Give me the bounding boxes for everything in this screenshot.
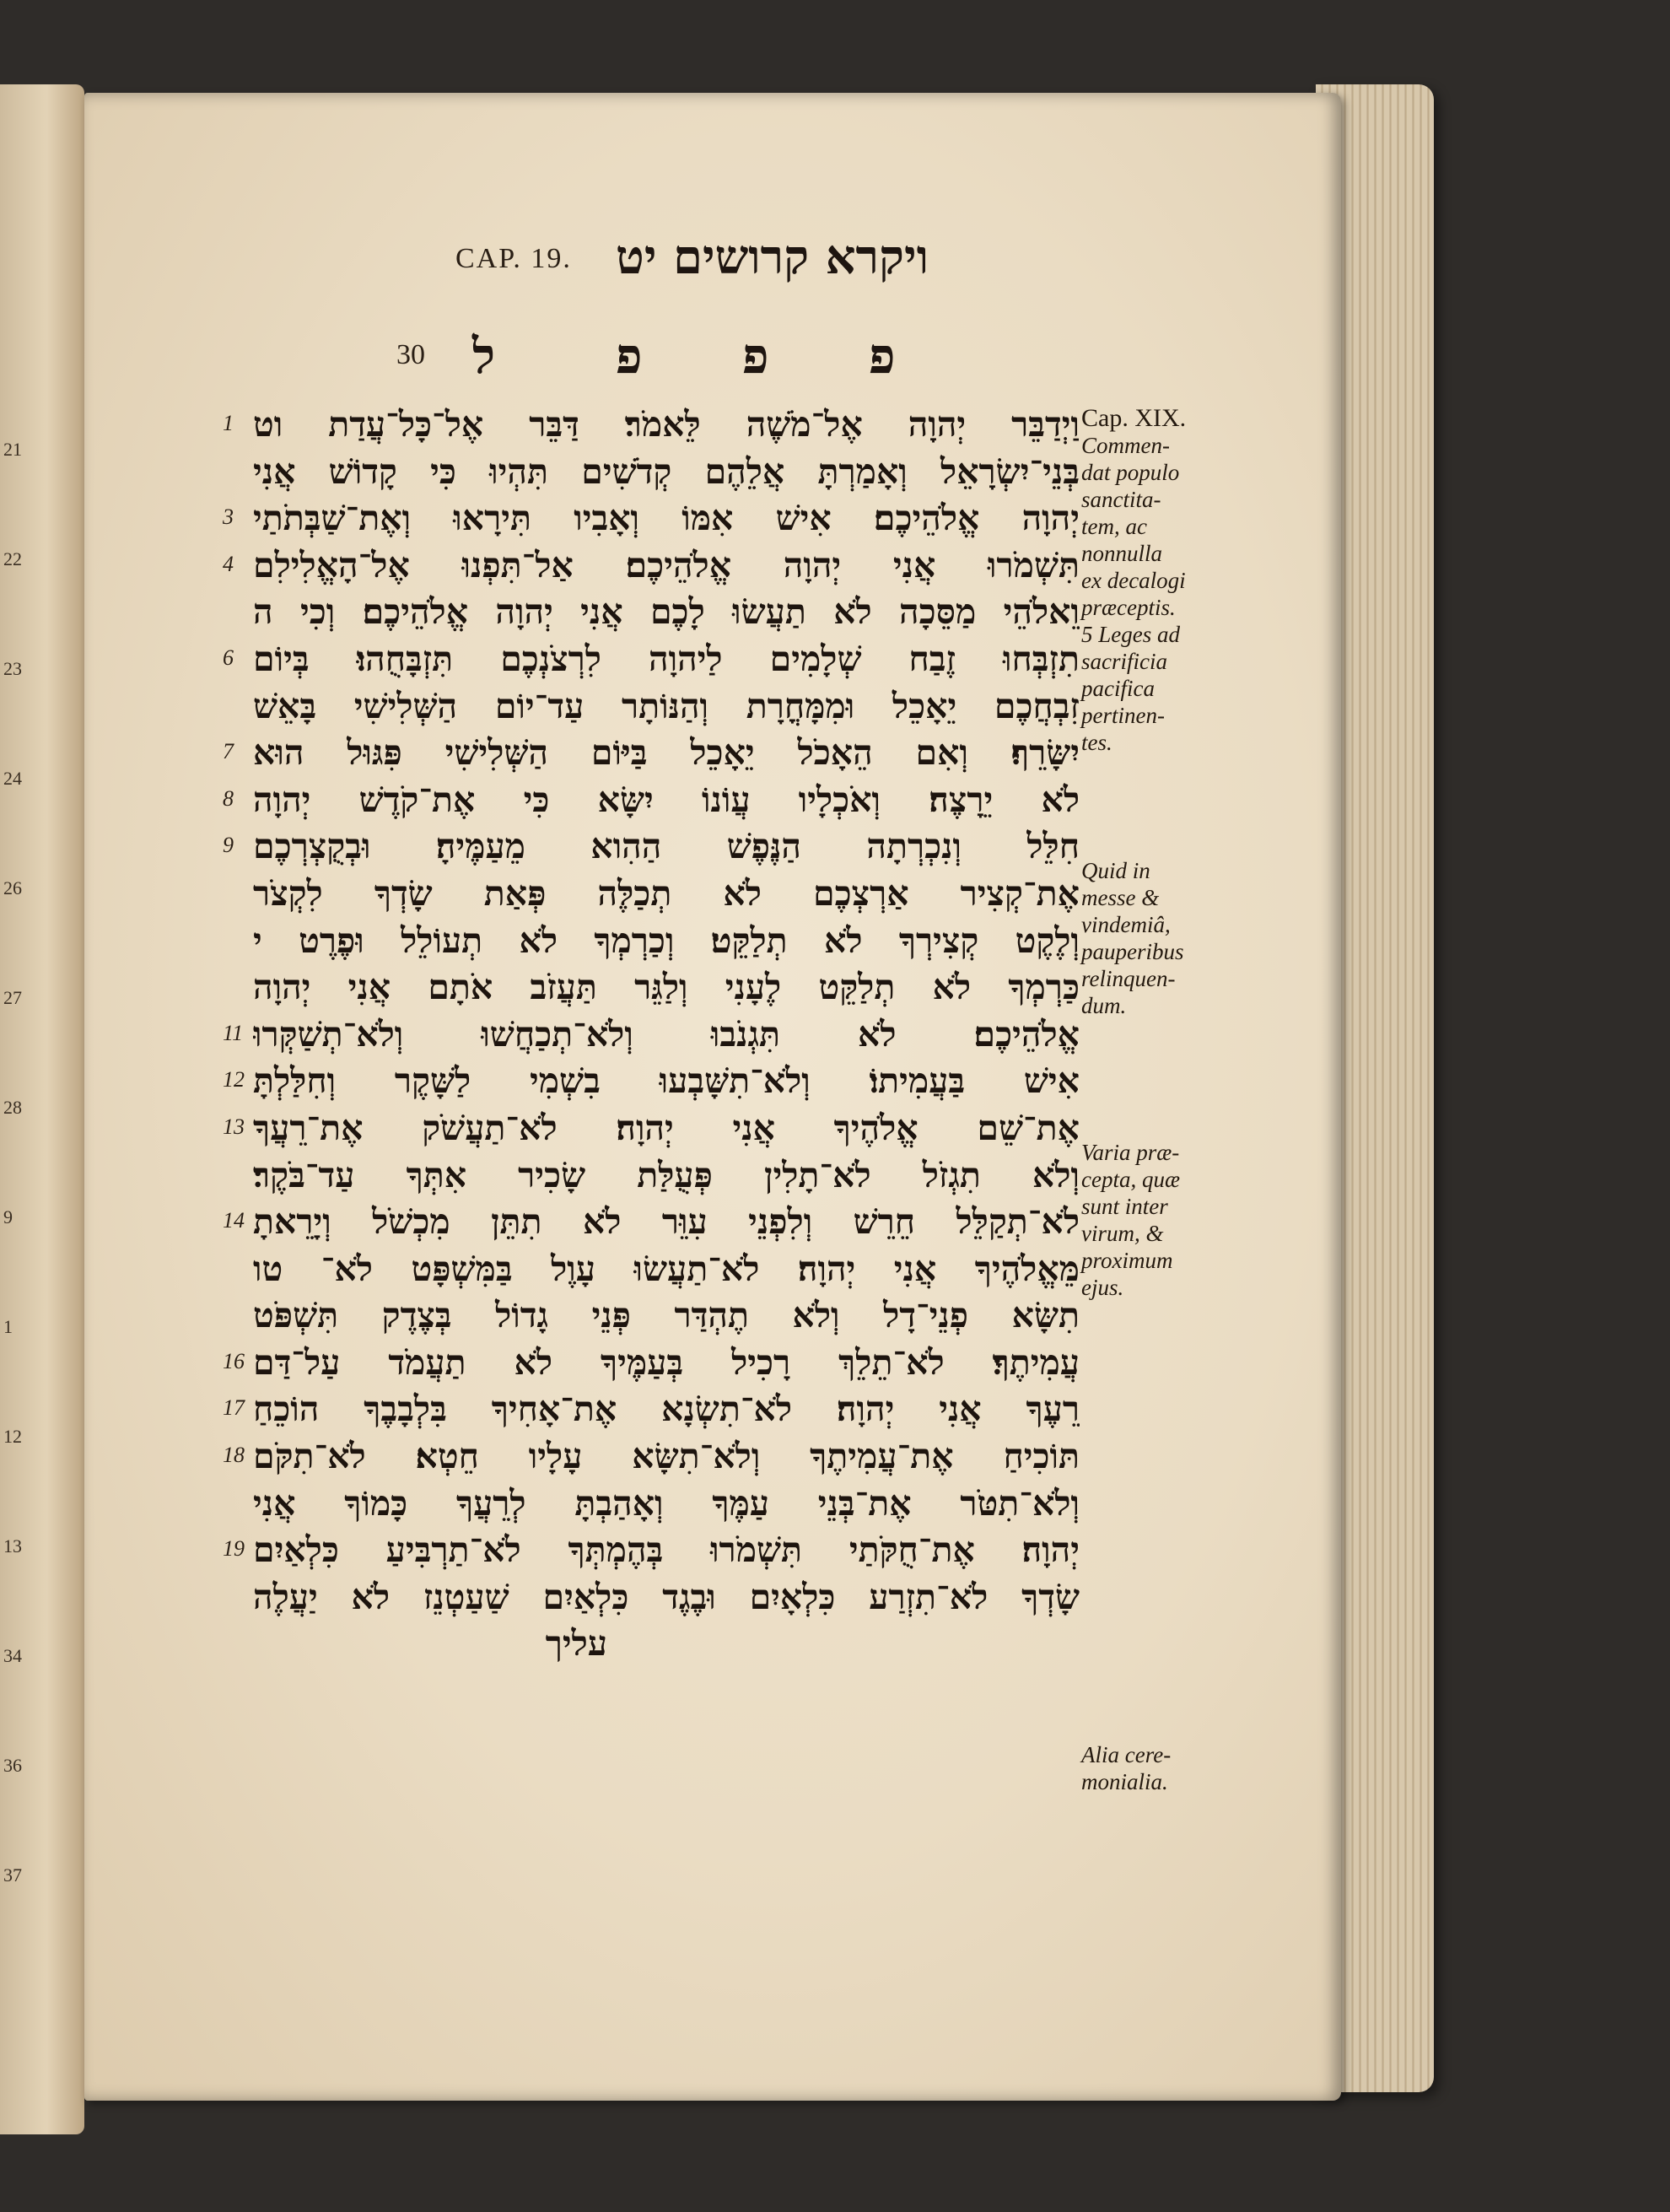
text-line (202, 918, 1080, 965)
text-line (202, 730, 1080, 777)
hebrew-line: יִשָּׂרֵף׃ וְאִם הֵאָכֹל יֵאָכֵל בַּיּוֹם הַשְּׁלִישִׁי פִּגּוּל הוּא (253, 732, 1080, 774)
facing-page-verse-number: 27 (3, 987, 22, 1008)
verse-number: 16 (223, 1348, 245, 1373)
hebrew-line: וְלֹא־תִטֹּר אֶת־בְּנֵי עַמֶּךָ וְאָהַבְתָּ לְרֵעֲךָ כָּמוֹךָ אֲנִי (253, 1482, 1080, 1524)
hebrew-text-block (202, 402, 1080, 1668)
hebrew-line: וְלֶקֶט קְצִירְךָ לֹא תְלַקֵּט׃ וְכַרְמְךָ לֹא תְעוֹלֵל וּפֶרֶט י (253, 920, 1080, 961)
margin-note-line: virum, & (1081, 1221, 1164, 1246)
section-mark: פ (616, 327, 643, 385)
text-line (202, 1574, 1080, 1621)
section-mark: ל (472, 327, 496, 385)
verse-number: 6 (223, 645, 234, 670)
text-line (202, 1621, 1080, 1668)
facing-page-verse-number: 21 (3, 439, 22, 460)
section-mark: פ (742, 327, 769, 385)
hebrew-line: וַיְדַבֵּר יְהוָה אֶל־מֹשֶׁה לֵּאמֹר׃ דַּבֵּר אֶל־כָּל־עֲדַת וט (253, 404, 1080, 445)
hebrew-line: תִשָּׂא פְנֵי־דָל וְלֹא תֶהְדַּר פְּנֵי גָדוֹל בְּצֶדֶק תִּשְׁפֹּט (253, 1295, 1080, 1336)
facing-page-verse-number: 34 (3, 1645, 22, 1666)
verse-number: 9 (223, 833, 234, 858)
running-header (0, 150, 1670, 285)
text-line (202, 495, 1080, 542)
margin-note-line: Cap. XIX. (1081, 404, 1187, 432)
margin-note-line: Varia præ- (1081, 1140, 1180, 1165)
margin-note-line: Alia cere- (1081, 1742, 1172, 1767)
text-line (202, 1105, 1080, 1152)
section-mark: פ (869, 327, 896, 385)
margin-note-line: messe & (1081, 885, 1160, 910)
verse-number: 13 (223, 1114, 245, 1139)
text-line (202, 1246, 1080, 1293)
hebrew-line: לֹא יֵרָצֶה׃ וְאֹכְלָיו עֲוֹנוֹ יִשָּׂא כִּי אֶת־קֹדֶשׁ יְהוָה (253, 779, 1080, 820)
text-line (202, 1012, 1080, 1059)
running-title: ויקרא קרושים יט (616, 229, 929, 285)
margin-note-line: sanctita- (1081, 487, 1161, 512)
text-line (202, 542, 1080, 590)
text-line (202, 871, 1080, 918)
text-line (202, 1199, 1080, 1246)
hebrew-line: כַּרְמְךָ לֹא תְלַקֵּט לֶעָנִי וְלַגֵּר תַּעֲזֹב אֹתָם אֲנִי יְהוָה (253, 967, 1080, 1008)
margin-note-line: tem, ac (1081, 514, 1147, 539)
hebrew-line: עֲמִיתֶךָ׃ לֹא־תֵלֵךְ רָכִיל בְּעַמֶּיךָ לֹא תַעֲמֹד עַל־דַּם (253, 1341, 1080, 1383)
hebrew-line: אִישׁ בַּעֲמִיתוֹ׃ וְלֹא־תִשָּׁבְעוּ בִשְׁמִי לַשָּׁקֶר וְחִלַּלְתָּ (253, 1060, 1080, 1102)
text-line (202, 1433, 1080, 1481)
text-line (202, 823, 1080, 871)
text-line (202, 683, 1080, 731)
section-marks (388, 327, 945, 386)
verse-number: 4 (223, 551, 234, 576)
facing-page-verse-number: 9 (3, 1206, 13, 1227)
hebrew-line: תּוֹכִיחַ אֶת־עֲמִיתֶךָ וְלֹא־תִשָּׂא עָלָיו חֵטְא׃ לֹא־תִקֹּם (253, 1436, 1080, 1477)
margin-note-line: ex decalogi (1081, 568, 1186, 593)
hebrew-line: חִלֵּל וְנִכְרְתָה הַנֶּפֶשׁ הַהִוא מֵעַמֶּיהָ׃ וּבְקֻצְרְכֶם (253, 826, 1080, 867)
margin-note-precepts (1081, 1139, 1233, 1301)
hebrew-line: שָׂדְךָ לֹא־תִזְרַע כִּלְאָיִם וּבֶגֶד כִּלְאַיִם שַׁעַטְנֵז לֹא יַעֲלֶה (253, 1576, 1080, 1617)
text-line (202, 1058, 1080, 1105)
margin-note-line: vindemiâ, (1081, 912, 1171, 937)
hebrew-line: לֹא־תְקַלֵּל חֵרֵשׁ וְלִפְנֵי עִוֵּר לֹא תִתֵּן מִכְשֹׁל וְיָרֵאתָ (253, 1201, 1080, 1243)
text-line (202, 1152, 1080, 1200)
section-number: 30 (396, 339, 425, 370)
margin-note-line: monialia. (1081, 1769, 1168, 1794)
verse-number: 17 (223, 1395, 245, 1421)
margin-note-line: 5 Leges ad (1081, 622, 1180, 647)
margin-note-line: sacrificia (1081, 649, 1167, 674)
margin-note-harvest (1081, 857, 1233, 1019)
margin-note-line: relinquen- (1081, 966, 1176, 991)
text-line (202, 1340, 1080, 1387)
hebrew-line: תִזְבְּחוּ זֶבַח שְׁלָמִים לַיהוָה לִרְצֹנְכֶם תִּזְבָּחֻהוּ׃ בְּיוֹם (253, 638, 1080, 679)
margin-note-line: Quid in (1081, 858, 1150, 883)
margin-note-line: proximum (1081, 1248, 1173, 1273)
margin-note-line: pauperibus (1081, 939, 1184, 964)
facing-page-verse-number: 1 (3, 1316, 13, 1337)
margin-note-line: Commen- (1081, 433, 1170, 458)
text-line (202, 1386, 1080, 1433)
text-line (202, 777, 1080, 824)
hebrew-line: רֵעֶךָ אֲנִי יְהוָה׃ לֹא־תִשְׂנָא אֶת־אָחִיךָ בִּלְבָבֶךָ הוֹכֵחַ (253, 1389, 1080, 1430)
hebrew-line: אֱלֹהֵיכֶם׃ לֹא תִּגְנֹבוּ וְלֹא־תְכַחֲשׁוּ וְלֹא־תְשַׁקְּרוּ (253, 1013, 1080, 1055)
text-line (202, 1527, 1080, 1574)
text-line (202, 964, 1080, 1012)
margin-note-ceremonial (1081, 1741, 1233, 1795)
text-line (202, 636, 1080, 683)
verse-number: 19 (223, 1536, 245, 1562)
hebrew-line: מֵּאֱלֹהֶיךָ אֲנִי יְהוָה׃ לֹא־תַעֲשׂוּ עָוֶל בַּמִּשְׁפָּט לֹא־ טו (253, 1248, 1080, 1289)
facing-page-verse-number: 12 (3, 1426, 22, 1447)
facing-page-verse-number: 37 (3, 1864, 22, 1886)
verse-number: 8 (223, 785, 234, 811)
hebrew-line: וֵאלֹהֵי מַסֵּכָה לֹא תַעֲשׂוּ לָכֶם אֲנִי יְהוָה אֱלֹהֵיכֶם׃ וְכִי ה (253, 591, 1080, 633)
margin-note-line: cepta, quæ (1081, 1167, 1180, 1192)
facing-page-verse-number: 26 (3, 877, 22, 898)
margin-note-line: pacifica (1081, 676, 1155, 701)
verse-number: 12 (223, 1067, 245, 1093)
hebrew-line: אֶת־קְצִיר אַרְצְכֶם לֹא תְכַלֶּה פְּאַת שָׂדְךָ לִקְצֹר (253, 872, 1080, 914)
facing-page-edge (0, 84, 84, 2134)
facing-page-verse-number: 28 (3, 1097, 22, 1118)
verse-number: 14 (223, 1208, 245, 1233)
facing-page-verse-number: 36 (3, 1755, 22, 1776)
hebrew-line: וְלֹא תִגְזֹל לֹא־תָלִין פְּעֻלַּת שָׂכִיר אִתְּךָ עַד־בֹּקֶר׃ (253, 1154, 1080, 1195)
hebrew-line: תִּשְׁמֹרוּ אֲנִי יְהוָה אֱלֹהֵיכֶם׃ אַל־תִּפְנוּ אֶל־הָאֱלִילִם (253, 544, 1080, 585)
chapter-label: CAP. 19. (455, 243, 572, 274)
verse-number: 18 (223, 1443, 245, 1468)
verse-number: 1 (223, 411, 234, 435)
text-line (202, 449, 1080, 496)
hebrew-line: יְהוָה אֱלֹהֵיכֶם׃ אִישׁ אִמּוֹ וְאָבִיו תִּירָאוּ וְאֶת־שַׁבְּתֹתַי (253, 498, 1080, 539)
margin-note-line: nonnulla (1081, 541, 1163, 566)
margin-note-line: sunt inter (1081, 1194, 1168, 1219)
margin-note-line: dum. (1081, 993, 1127, 1018)
facing-page-verse-number: 13 (3, 1535, 22, 1556)
facing-page-verse-number: 22 (3, 548, 22, 569)
facing-page-verse-number: 24 (3, 768, 22, 789)
text-line (202, 589, 1080, 636)
margin-note-line: tes. (1081, 730, 1112, 755)
margin-note-line: pertinen- (1081, 703, 1165, 728)
verse-number: 11 (223, 1020, 244, 1045)
margin-note-chapter-summary (1081, 405, 1233, 756)
hebrew-line: עליך (545, 1623, 607, 1664)
margin-note-line: præceptis. (1081, 595, 1176, 620)
facing-page-verse-number: 23 (3, 658, 22, 679)
hebrew-line: זִבְחֲכֶם יֵאָכֵל וּמִמָּחֳרָת וְהַנּוֹתָר עַד־יוֹם הַשְּׁלִישִׁי בָּאֵשׁ (253, 685, 1080, 726)
hebrew-line: בְּנֵי־יִשְׂרָאֵל וְאָמַרְתָּ אֲלֵהֶם קְדֹשִׁים תִּהְיוּ כִּי קָדוֹשׁ אֲנִי (253, 450, 1080, 492)
text-line (202, 402, 1080, 449)
text-line (202, 1481, 1080, 1528)
verse-number: 3 (223, 504, 234, 530)
margin-note-line: ejus. (1081, 1275, 1124, 1300)
verse-number: 7 (223, 739, 234, 764)
hebrew-line: אֶת־שֵׁם אֱלֹהֶיךָ אֲנִי יְהוָה׃ לֹא־תַעֲשֹׁק אֶת־רֵעֲךָ (253, 1107, 1080, 1148)
text-line (202, 1292, 1080, 1340)
hebrew-line: יְהוָה׃ אֶת־חֻקֹּתַי תִּשְׁמֹרוּ בְּהֶמְתְּךָ לֹא־תַרְבִּיעַ כִּלְאַיִם (253, 1530, 1080, 1571)
margin-note-line: dat populo (1081, 460, 1180, 485)
